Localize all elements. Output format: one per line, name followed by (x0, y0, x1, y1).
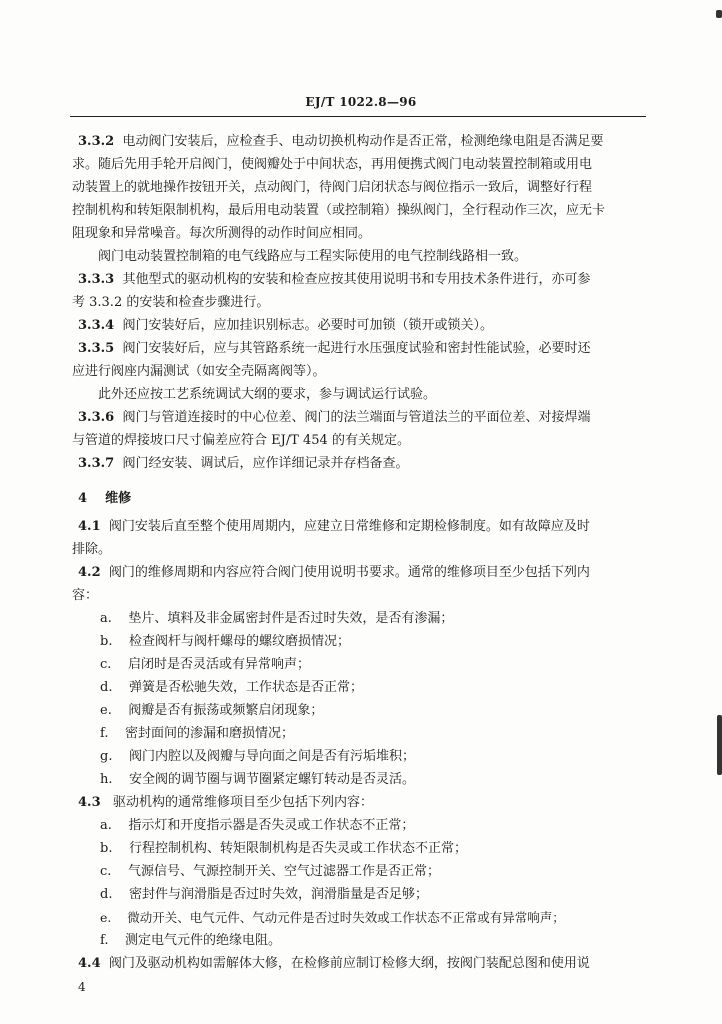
paragraph-line: 求。随后先用手轮开启阀门，使阀瓣处于中间状态，再用便携式阀门电动装置控制箱或用电 (72, 157, 593, 172)
paragraph-line: 控制机构和转矩限制机构，最后用电动装置（或控制箱）操纵阀门，全行程动作三次，应无卡 (72, 203, 606, 218)
paragraph-line (78, 519, 590, 535)
paragraph-line (78, 341, 590, 357)
paragraph-line: 与管道的焊接坡口尺寸偏差应符合 EJ/T 454 的有关规定。 (72, 433, 410, 448)
clause-text: 阀门安装好后，应加挂识别标志。必要时可加锁（锁开或锁关）。 (122, 318, 493, 333)
list-label: d. (100, 680, 113, 695)
clause-number: 4.4 (78, 956, 101, 971)
clause-number: 3.3.2 (78, 134, 115, 149)
clause-text: 阀门的维修周期和内容应符合阀门使用说明书要求。通常的维修项目至少包括下列内 (108, 565, 590, 580)
list-item (100, 726, 294, 742)
paragraph-line (78, 956, 590, 972)
list-text: 弹簧是否松驰失效，工作状态是否正常； (129, 680, 364, 695)
paragraph-line (78, 134, 603, 150)
standard-code-header: EJ/T 1022.8—96 (305, 95, 417, 109)
list-text: 阀门内腔以及阀瓣与导向面之间是否有污垢堆积； (129, 749, 416, 764)
list-item (100, 634, 350, 650)
list-label: c. (100, 657, 112, 672)
list-label: e. (100, 703, 112, 718)
list-item (100, 887, 428, 903)
paragraph-line: 阀门电动装置控制箱的电气线路应与工程实际使用的电气控制线路相一致。 (98, 249, 528, 264)
paragraph-line: 考 3.3.2 的安装和检查步骤进行。 (72, 295, 270, 310)
list-item (100, 611, 453, 627)
list-item (100, 657, 310, 673)
clause-number: 3.3.5 (78, 341, 115, 356)
list-label: h. (100, 772, 113, 787)
list-text: 安全阀的调节圈与调节圈紧定螺钉转动是否灵活。 (129, 772, 416, 787)
list-item (100, 910, 565, 926)
list-item (100, 864, 440, 880)
list-text: 密封面间的渗漏和磨损情况； (125, 726, 295, 741)
clause-number: 3.3.6 (78, 410, 115, 425)
list-item (100, 680, 363, 696)
list-label: f. (100, 933, 109, 948)
clause-number: 4.1 (78, 519, 101, 534)
list-text: 检查阀杆与阀杆螺母的螺纹磨损情况； (129, 634, 351, 649)
paragraph-line (78, 272, 590, 288)
list-label: b. (100, 841, 113, 856)
list-item (100, 818, 414, 834)
clause-number: 3.3.4 (78, 318, 115, 333)
clause-text: 驱动机构的通常维修项目至少包括下列内容： (113, 795, 374, 810)
paragraph-line: 排除。 (72, 542, 112, 557)
paragraph-line: 此外还应按工艺系统调试大纲的要求，参与调试运行试验。 (98, 387, 437, 402)
list-item (100, 933, 281, 949)
list-item (100, 772, 415, 788)
scan-artifact (717, 715, 722, 775)
list-label: e. (100, 910, 112, 925)
list-item (100, 841, 467, 857)
clause-text: 阀门安装后直至整个使用周期内，应建立日常维修和定期检修制度。如有故障应及时 (108, 519, 590, 534)
list-label: c. (100, 864, 112, 879)
paragraph-line (78, 410, 590, 426)
paragraph-line: 容： (72, 588, 99, 603)
clause-text: 电动阀门安装后，应检查手、电动切换机构动作是否正常，检测绝缘电阻是否满足要 (122, 134, 604, 149)
list-label: b. (100, 634, 113, 649)
list-label: a. (100, 818, 112, 833)
list-label: a. (100, 611, 112, 626)
clause-text: 阀门安装好后，应与其管路系统一起进行水压强度试验和密封性能试验，必要时还 (122, 341, 591, 356)
list-text: 阀瓣是否有振荡或频繁启闭现象； (128, 703, 324, 718)
section-heading (78, 487, 131, 506)
paragraph-line (78, 456, 408, 472)
clause-text: 其他型式的驱动机构的安装和检查应按其使用说明书和专用技术条件进行，亦可参 (122, 272, 591, 287)
page-number: 4 (78, 980, 86, 994)
paragraph-line (78, 565, 590, 581)
list-text: 垫片、填料及非金属密封件是否过时失效，是否有渗漏； (128, 611, 454, 626)
list-label: g. (100, 749, 113, 764)
clause-text: 阀门及驱动机构如需解体大修，在检修前应制订检修大纲，按阀门装配总图和使用说 (108, 956, 590, 971)
list-text: 行程控制机构、转矩限制机构是否失灵或工作状态不正常； (129, 841, 468, 856)
scan-artifact (716, 10, 722, 18)
clause-text: 阀门与管道连接时的中心位差、阀门的法兰端面与管道法兰的平面位差、对接焊端 (122, 410, 591, 425)
paragraph-line: 应进行阀座内漏测试（如安全壳隔离阀等）。 (72, 364, 326, 379)
list-text: 气源信号、气源控制开关、空气过滤器工作是否正常； (127, 864, 440, 879)
list-text: 启闭时是否灵活或有异常响声； (127, 657, 310, 672)
paragraph-line (78, 795, 373, 811)
clause-number: 3.3.7 (78, 456, 115, 471)
list-text: 测定电气元件的绝缘电阻。 (125, 933, 282, 948)
clause-number: 4.3 (78, 795, 101, 810)
paragraph-line: 阻现象和异常噪音。每次所测得的动作时间应相同。 (72, 226, 372, 241)
list-label: d. (100, 887, 113, 902)
paragraph-line (78, 318, 493, 334)
section-title: 维修 (105, 491, 132, 506)
list-item (100, 749, 415, 765)
paragraph-line: 动装置上的就地操作按钮开关，点动阀门，待阀门启闭状态与阀位指示一致后，调整好行程 (72, 180, 593, 195)
section-number: 4 (78, 491, 88, 506)
list-item (100, 703, 323, 719)
list-text: 微动开关、电气元件、气动元件是否过时失效或工作状态不正常或有异常响声； (127, 910, 565, 925)
clause-text: 阀门经安装、调试后，应作详细记录并存档备查。 (122, 456, 409, 471)
list-text: 密封件与润滑脂是否过时失效，润滑脂量是否足够； (129, 887, 429, 902)
clause-number: 3.3.3 (78, 272, 115, 287)
list-text: 指示灯和开度指示器是否失灵或工作状态不正常； (128, 818, 415, 833)
list-label: f. (100, 726, 109, 741)
clause-number: 4.2 (78, 565, 101, 580)
header-rule (70, 116, 646, 117)
